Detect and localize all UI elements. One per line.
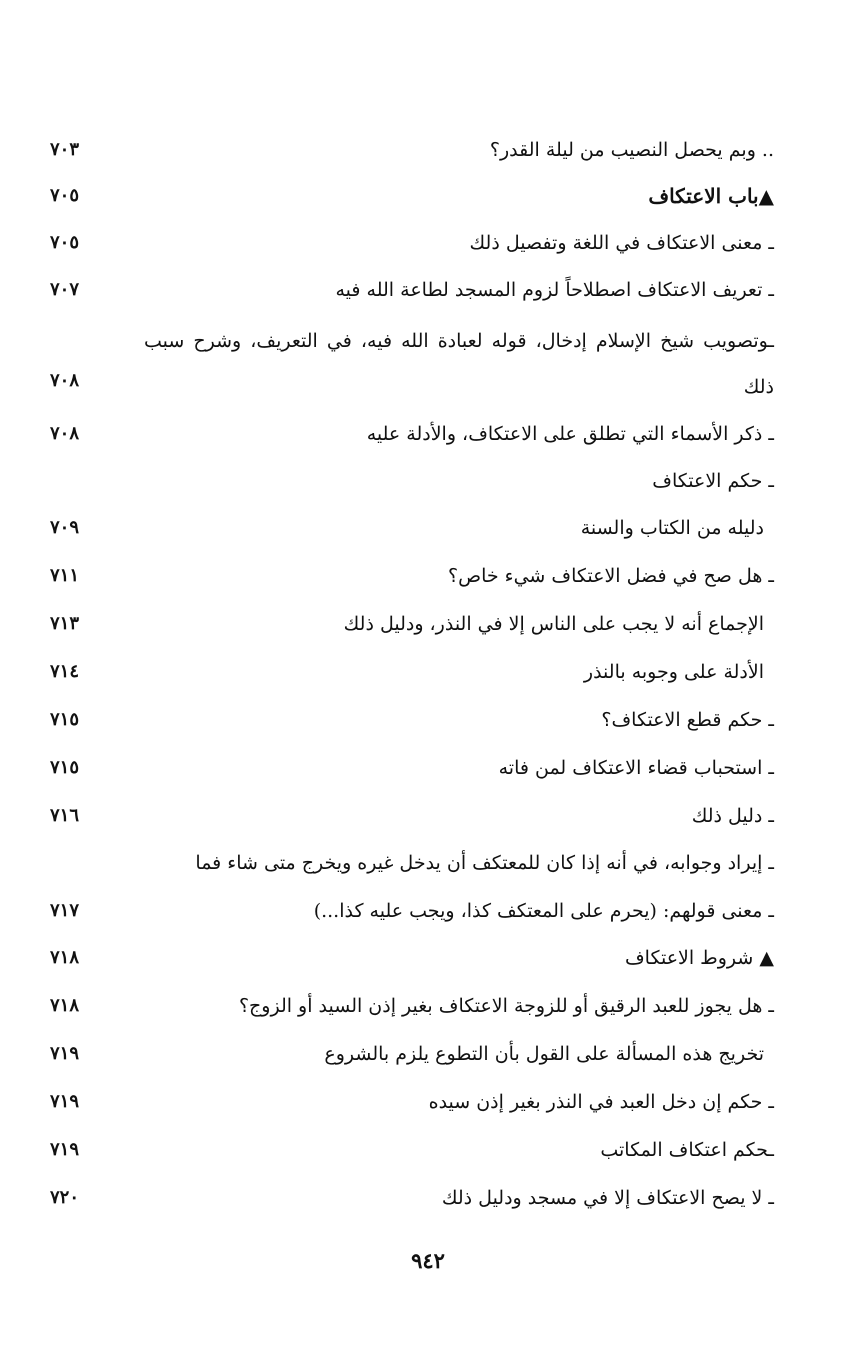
index-entry [0, 414, 856, 454]
entry-page-number: ٧١١ [50, 565, 80, 586]
entry-title: ـ هل يجوز للعبد الرقيق أو للزوجة الاعتكاف بغير إذن السيد أو الزوج؟ [238, 995, 774, 1017]
entry-page-number: ٧١٣ [50, 613, 80, 634]
index-entry [0, 843, 856, 883]
entry-title: ـ ذكر الأسماء التي تطلق على الاعتكاف، والأدلة عليه [366, 423, 774, 445]
entry-page-number: ٧١٥ [50, 757, 80, 778]
entry-title: ـ معنى قولهم: (يحرم على المعتكف كذا، ويجب عليه كذا...) [313, 900, 774, 922]
section-heading: ▲ شروط الاعتكاف [624, 947, 774, 969]
index-subentry [0, 508, 856, 548]
entry-page-number: ٧٠٣ [50, 139, 80, 160]
index-entry [0, 223, 856, 263]
entry-page-number [50, 461, 110, 501]
entry-title: ـ حكم قطع الاعتكاف؟ [601, 709, 774, 731]
entry-page-number [50, 843, 110, 883]
index-entry [0, 891, 856, 931]
index-entry [0, 130, 856, 170]
section-heading: ▲باب الاعتكاف [648, 184, 774, 208]
entry-title: تخريج هذه المسألة على القول بأن التطوع يلزم بالشروع [324, 1043, 764, 1065]
entry-page-number: ٧٠٨ [50, 370, 80, 391]
entry-page-number: ٧٠٥ [50, 185, 80, 206]
index-subentry [0, 652, 856, 692]
section-heading-entry [0, 176, 856, 216]
index-entry [0, 1130, 856, 1170]
entry-title: ـوتصويب شيخ الإسلام إدخال، قوله لعبادة الله فيه، في التعريف، وشرح سبب ذلك [144, 330, 774, 398]
entry-title: ـ دليل ذلك [691, 805, 774, 827]
entry-page-number: ٧٠٥ [50, 232, 80, 253]
entry-page-number: ٧١٩ [50, 1043, 80, 1064]
entry-title: ـ معنى الاعتكاف في اللغة وتفصيل ذلك [469, 232, 774, 254]
entry-page-number: ٧٠٧ [50, 279, 80, 300]
entry-title: ـ هل صح في فضل الاعتكاف شيء خاص؟ [448, 565, 774, 587]
entry-title: ـ تعريف الاعتكاف اصطلاحاً لزوم المسجد لطاعة الله فيه [335, 279, 774, 301]
entry-title: ـ استحباب قضاء الاعتكاف لمن فاته [498, 757, 774, 779]
entry-page-number: ٧١٩ [50, 1139, 80, 1160]
index-entry [0, 270, 856, 310]
entry-page-number: ٧٠٨ [50, 423, 80, 444]
index-subentry [0, 1034, 856, 1074]
footer-page-number: ٩٤٢ [411, 1248, 445, 1273]
index-entry [0, 748, 856, 788]
entry-title: الإجماع أنه لا يجب على الناس إلا في النذر، ودليل ذلك [343, 613, 764, 635]
entry-title: ـ حكم إن دخل العبد في النذر بغير إذن سيده [428, 1091, 774, 1113]
entry-page-number: ٧٠٩ [50, 517, 80, 538]
entry-page-number: ٧٢٠ [50, 1187, 80, 1208]
entry-page-number: ٧١٥ [50, 709, 80, 730]
entry-title: ـ إيراد وجوابه، في أنه إذا كان للمعتكف أن يدخل غيره ويخرج متى شاء فما [195, 852, 774, 874]
entry-title: دليله من الكتاب والسنة [580, 517, 764, 539]
entry-title: .. وبم يحصل النصيب من ليلة القدر؟ [489, 139, 774, 161]
entry-page-number: ٧١٨ [50, 947, 80, 968]
entry-page-number: ٧١٧ [50, 900, 80, 921]
index-entry [0, 556, 856, 596]
index-entry [0, 1178, 856, 1218]
index-entry [0, 700, 856, 740]
entry-title: ـ لا يصح الاعتكاف إلا في مسجد ودليل ذلك [441, 1187, 774, 1209]
entry-page-number: ٧١٦ [50, 805, 80, 826]
index-entry [0, 796, 856, 836]
index-subentry [0, 604, 856, 644]
entry-page-number: ٧١٨ [50, 995, 80, 1016]
section-heading-entry [0, 938, 856, 978]
entry-page-number: ٧١٩ [50, 1091, 80, 1112]
entry-title: ـحكم اعتكاف المكاتب [600, 1139, 774, 1161]
entry-page-number: ٧١٤ [50, 661, 80, 682]
entry-title: الأدلة على وجوبه بالنذر [583, 661, 764, 683]
index-entry [0, 1082, 856, 1122]
entry-title: ـ حكم الاعتكاف [652, 470, 774, 492]
index-entry [0, 461, 856, 501]
index-entry [0, 986, 856, 1026]
